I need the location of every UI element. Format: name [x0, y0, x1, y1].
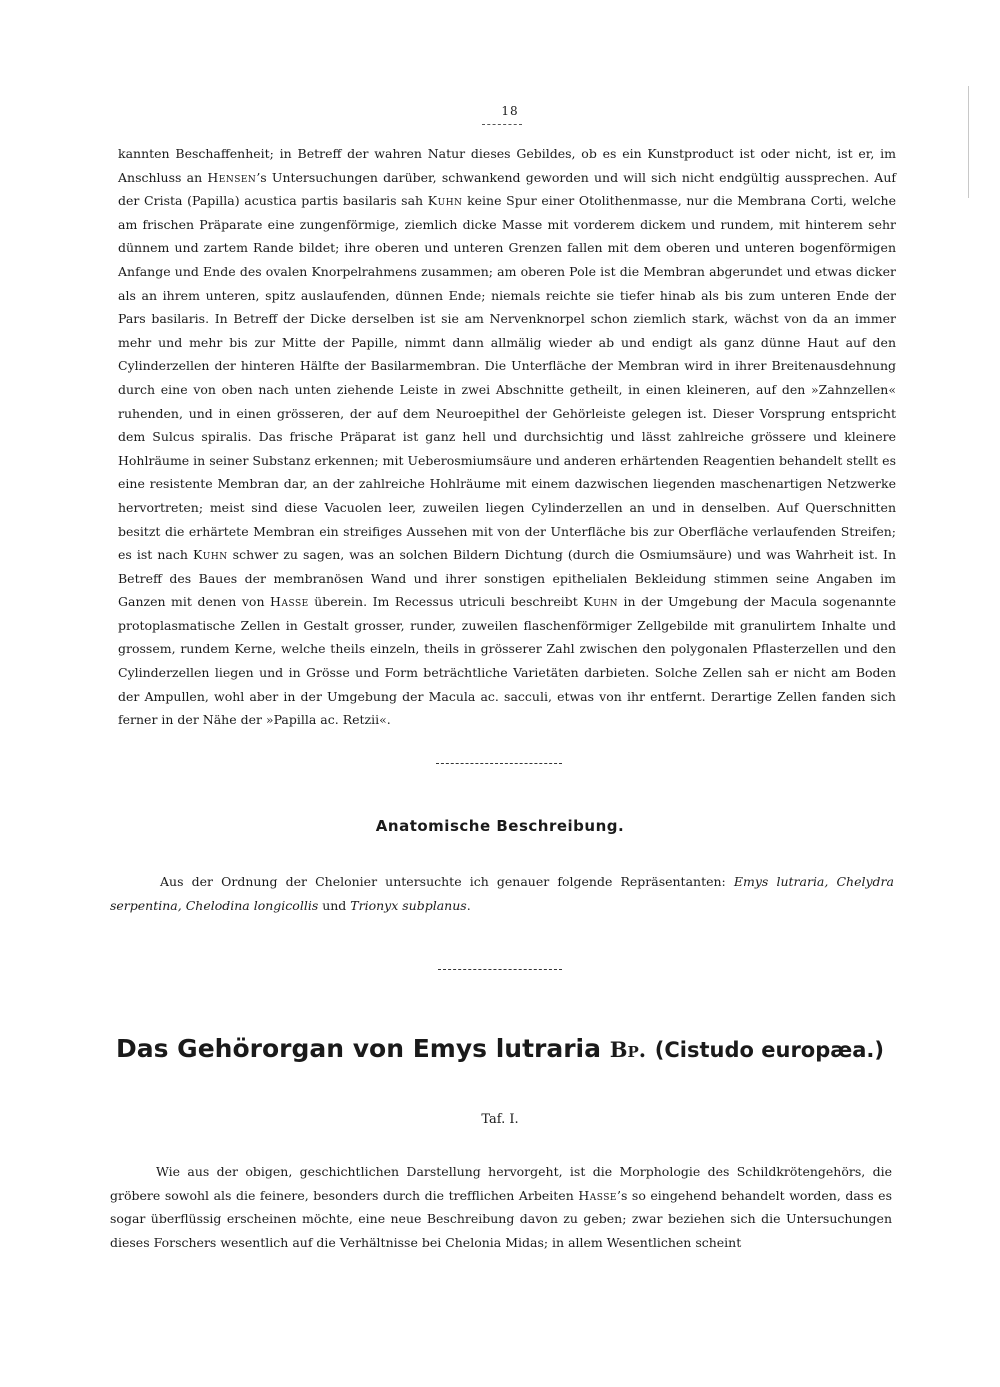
title-author-abbrev: Bp. [609, 1037, 647, 1062]
scan-margin-line [968, 86, 969, 198]
main-title-text: Das Gehörorgan von Emys lutraria [115, 1034, 601, 1063]
body-text-1: kannten Beschaffenheit; in Betreff der wahren Natur dieses Gebildes, ob es ein Kunstproduct ist oder nicht, ist er, im Anschluss an [118, 146, 896, 185]
plate-reference: Taf. I. [481, 1112, 519, 1127]
final-text-2: ’s so eingehend behandelt worden, dass es sogar überflüssig erscheinen möchte, eine neue Beschreibung davon zu geben; zwar beziehen sich die Untersuchungen dieses Forschers wesentlich auf die Verhältnisse bei Chelonia Midas; in allem Wesentlichen scheint [110, 1187, 892, 1250]
body-text-4: schwer zu sagen, was an solchen Bildern Dichtung (durch die Osmiumsäure) und was Wahrheit ist. In Betreff des Baues der membranösen Wand und ihrer sonstigen epithelialen Bekleidung stimmen seine Angaben im Ganzen mit denen von [118, 547, 896, 610]
page-number-rule [482, 124, 522, 125]
author-name-kuhn: Kuhn [192, 547, 228, 563]
species-name: Trionyx subplanus [350, 898, 467, 913]
intro-paragraph [110, 870, 894, 918]
author-name-hasse: Hasse [578, 1187, 617, 1203]
intro-text: Aus der Ordnung der Chelonier untersuchte ich genauer folgende Repräsentanten: [160, 874, 734, 889]
author-name-hasse: Hasse [270, 594, 309, 610]
body-text-3: keine Spur einer Otolithenmasse, nur die Membrana Corti, welche am frischen Präparate eine zungenförmige, ziemlich dicke Masse mit vorderem dickem und rundem, mit hinterem sehr dünnem und zartem Rande bildet; ihre oberen und unteren Grenzen fallen mit dem oberen und unteren bogenförmigen Anfange und Ende des ovalen Knorpelrahmens zusammen; am oberen Pole ist die Membran abgerundet und etwas dicker als an ihrem unteren, spitz auslaufenden, dünnen Ende; niemals reichte sie tiefer hinab als bis zum unteren Ende der Pars basilaris. In Betreff der Dicke derselben ist sie am Nervenknorpel schon ziemlich stark, wächst von da an immer mehr und mehr bis zur Mitte der Papille, nimmt dann allmälig wieder ab und endigt als ganz dünne Haut auf den Cylinderzellen der hinteren Hälfte der Basilarmembran. Die Unterfläche der Membran wird in ihrer Breitenausdehnung durch eine von oben nach unten ziehende Leiste in zwei Abschnitte getheilt, in einen kleineren, auf den »Zahnzellen« ruhenden, und in einen grösseren, der auf dem Neuroepithel der Gehörleiste gelegen ist. Dieser Vorsprung entspricht dem Sulcus spiralis. Das frische Präparat ist ganz hell und durchsichtig und lässt zahlreiche grössere und kleinere Hohlräume in seiner Substanz erkennen; mit Ueberosmiumsäure und anderen erhärtenden Reagentien behandelt stellt es eine resistente Membran dar, an der zahlreiche Hohlräume mit einem dazwischen liegenden maschenartigen Netzwerke hervortreten; meist sind diese Vacuolen leer, zuweilen liegen Cylinderzellen an und in denselben. Auf Querschnitten besitzt die erhärtete Membran ein streifiges Aussehen mit von der Unterfläche bis zur Oberfläche verlaufenden Streifen; es ist nach [118, 193, 897, 563]
section-separator [438, 969, 562, 970]
intro-end: . [466, 898, 471, 913]
final-paragraph [110, 1160, 892, 1254]
final-text-1: Wie aus der obigen, geschichtlichen Darstellung hervorgeht, ist die Morphologie des Schildkrötengehörs, die gröbere sowohl als die feinere, besonders durch die trefflichen Arbeiten [110, 1164, 892, 1203]
author-name-hensen: Hensen [207, 169, 257, 185]
section-separator [436, 763, 562, 764]
species-list: Emys lutraria, Chelydra serpentina, Chelodina longicollis [110, 874, 894, 913]
title-synonym: (Cistudo europæa.) [654, 1038, 885, 1062]
body-text-6: in der Umgebung der Macula sogenannte protoplasmatische Zellen in Gestalt grosser, runder, zuweilen flaschenförmiger Zellgebilde mit granulirtem Inhalte und grossem, rundem Kerne, welche theils einzeln, theils in grösserer Zahl zwischen den polygonalen Pflasterzellen und den Cylinderzellen liegen und in Grösse und Form beträchtliche Varietäten darbieten. Solche Zellen sah er nicht am Boden der Ampullen, wohl aber in der Umgebung der Macula ac. sacculi, etwas von ihr entfernt. Derartige Zellen fanden sich ferner in der Nähe der »Papilla ac. Retzii«. [118, 594, 896, 728]
section-heading: Anatomische Beschreibung. [375, 817, 625, 835]
author-name-kuhn: Kuhn [583, 594, 619, 610]
main-title [0, 1034, 1000, 1063]
body-text-5: überein. Im Recessus utriculi beschreibt [308, 594, 584, 610]
body-text-2: ’s Untersuchungen darüber, schwankend geworden und will sich nicht endgültig aussprechen. Auf der Crista (Papilla) acustica partis basilaris sah [118, 169, 896, 209]
page-number: 18 [501, 104, 519, 118]
intro-conjunction: und [318, 898, 351, 913]
body-paragraph [118, 142, 896, 732]
author-name-kuhn: Kuhn [427, 193, 463, 209]
